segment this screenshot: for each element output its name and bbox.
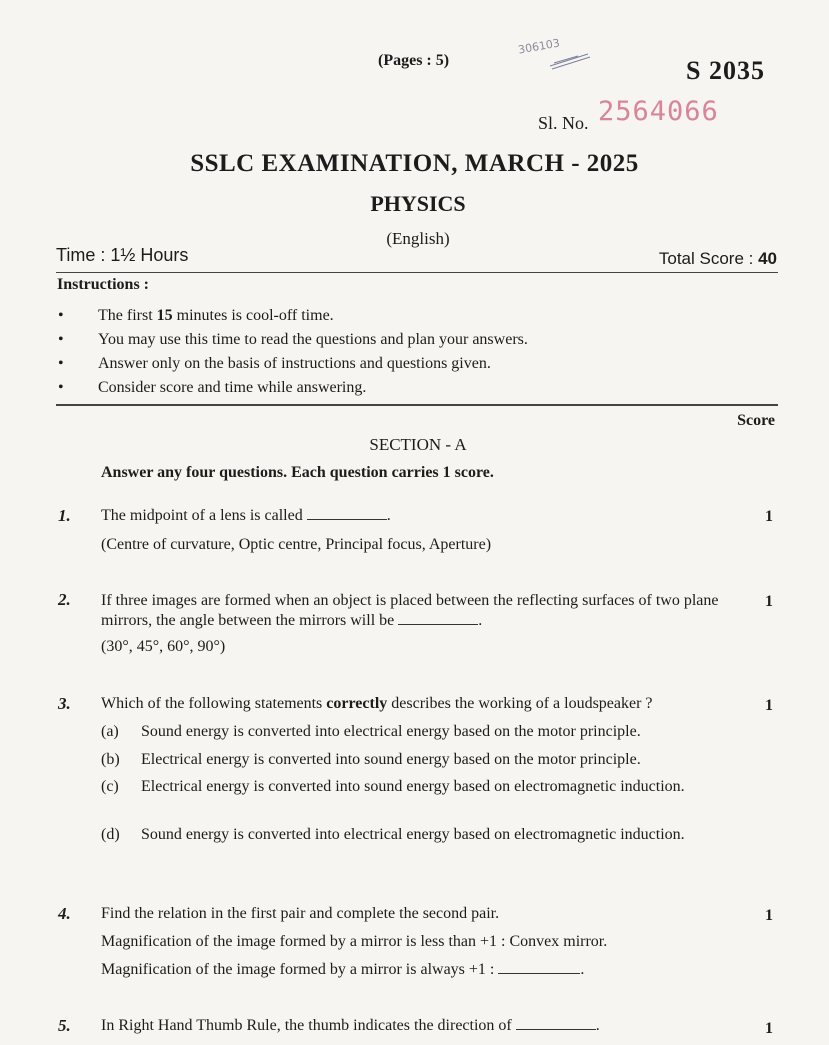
question-hint: (Centre of curvature, Optic centre, Principal focus, Aperture)	[101, 536, 492, 553]
exam-title: SSLC EXAMINATION, MARCH - 2025	[190, 150, 639, 177]
question-number: 3.	[58, 694, 71, 713]
serial-label: Sl. No.	[538, 113, 589, 133]
question-line: Magnification of the image formed by a mirror is always +1 : .	[101, 961, 585, 978]
question-text: If three images are formed when an object is placed between the reflecting surfaces of two plane mirrors, the angle between the mirrors will be .	[101, 592, 719, 629]
question-number: 2.	[58, 590, 71, 609]
serial-number: 2564066	[598, 96, 719, 127]
question-line: Magnification of the image formed by a mirror is less than +1 : Convex mirror.	[101, 933, 608, 950]
question-text: Which of the following statements correctly describes the working of a loudspeaker ?	[101, 695, 653, 712]
question-number: 1.	[58, 506, 71, 525]
answer-blank	[307, 507, 387, 520]
handwritten-note: 306103	[517, 36, 561, 57]
language-label: (English)	[386, 229, 450, 248]
section-instruction: Answer any four questions. Each question carries 1 score.	[101, 464, 494, 481]
instructions-heading: Instructions :	[57, 276, 150, 293]
section-title: SECTION - A	[369, 435, 467, 454]
time-label: Time : 1½ Hours	[56, 245, 189, 265]
question-number: 5.	[58, 1016, 71, 1035]
answer-blank	[516, 1017, 596, 1030]
question-score: 1	[765, 1020, 773, 1037]
question-score: 1	[765, 508, 773, 525]
option-a: (a) Sound energy is converted into electrical energy based on the motor principle.	[101, 723, 641, 740]
total-score-label: Total Score :	[658, 249, 759, 268]
instructions-list	[56, 304, 776, 400]
option-d: (d) Sound energy is converted into electrical energy based on electromagnetic induction.	[101, 826, 685, 843]
answer-blank	[498, 961, 580, 974]
divider	[56, 404, 778, 406]
question-score: 1	[765, 697, 773, 714]
instruction-item: • Answer only on the basis of instructions and questions given.	[56, 352, 776, 376]
question-text: The midpoint of a lens is called .	[101, 507, 391, 524]
score-column-heading: Score	[737, 412, 775, 429]
question-score: 1	[765, 907, 773, 924]
subject-title: PHYSICS	[370, 191, 466, 216]
instruction-item: • You may use this time to read the questions and plan your answers.	[56, 328, 776, 352]
total-score-value: 40	[758, 249, 777, 268]
question-text: Find the relation in the first pair and complete the second pair.	[101, 905, 500, 922]
option-c: (c) Electrical energy is converted into sound energy based on electromagnetic induction.	[101, 778, 685, 795]
scribble-mark	[548, 50, 592, 72]
question-score: 1	[765, 593, 773, 610]
question-number: 4.	[58, 904, 71, 923]
option-b: (b) Electrical energy is converted into sound energy based on the motor principle.	[101, 751, 641, 768]
instruction-item: • The first 15 minutes is cool-off time.	[56, 304, 776, 328]
page-count: (Pages : 5)	[378, 52, 450, 69]
paper-code: S 2035	[686, 56, 765, 85]
total-score	[659, 249, 777, 269]
question-text: In Right Hand Thumb Rule, the thumb indicates the direction of .	[101, 1017, 600, 1034]
answer-blank	[398, 612, 478, 625]
divider	[56, 272, 778, 273]
instruction-item: • Consider score and time while answering.	[56, 376, 776, 400]
question-hint: (30°, 45°, 60°, 90°)	[101, 638, 226, 655]
